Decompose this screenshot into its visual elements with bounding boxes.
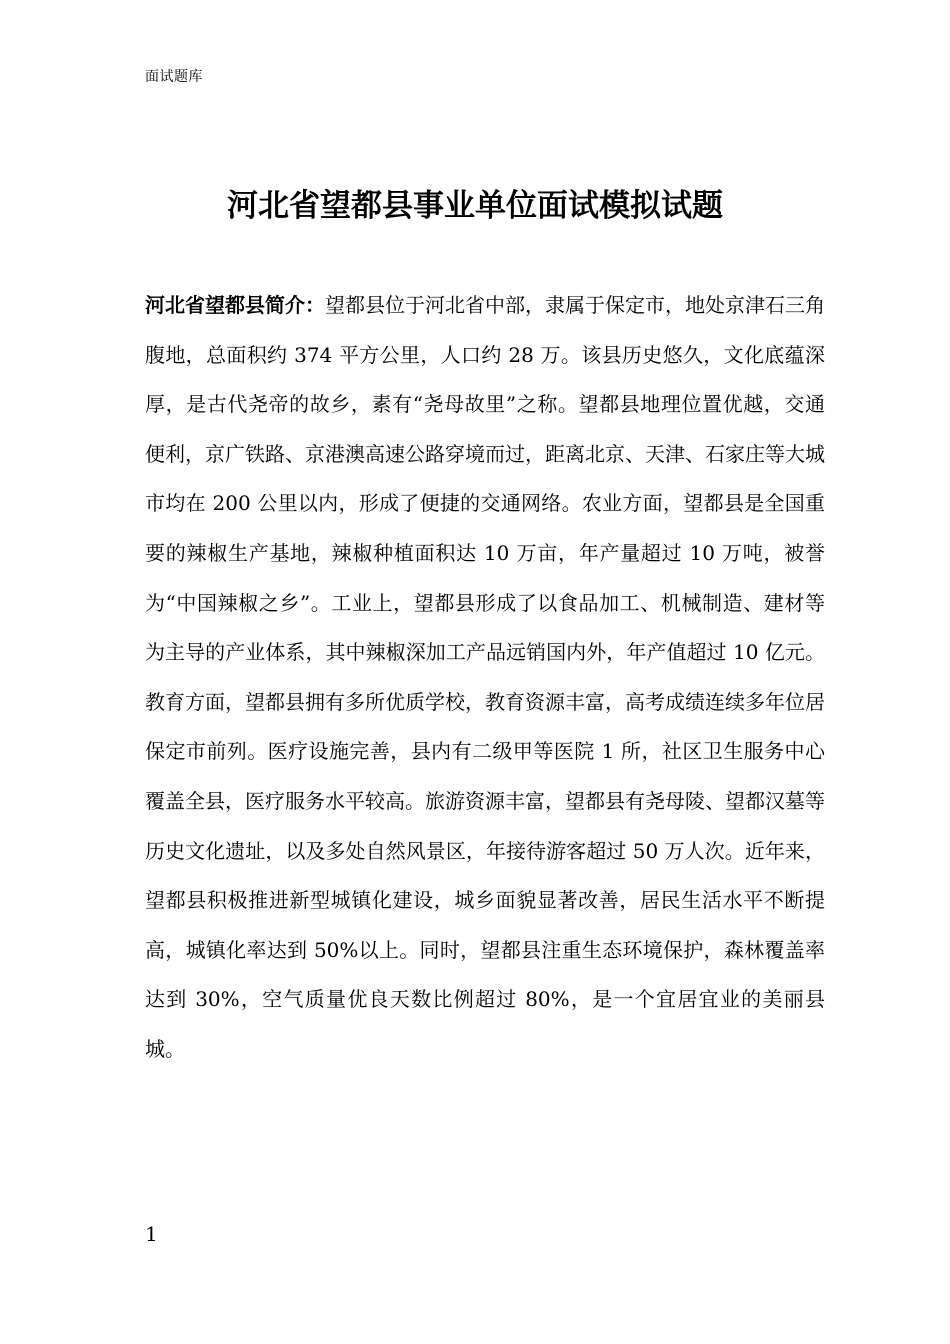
intro-text: 望都县位于河北省中部，隶属于保定市，地处京津石三角腹地，总面积约 374 平方公里，人口约 28 万。该县历史悠久，文化底蕴深厚，是古代尧帝的故乡，素有“尧母故里”之称。望都县地理位置优越，交通便利，京广铁路、京港澳高速公路穿境而过，距离北京、天津、石家庄等大城市均在 200 公里以内，形成了便捷的交通网络。农业方面，望都县是全国重要的辣椒生产基地，辣椒种植面积达 10 万亩，年产量超过 10 万吨，被誉为“中国辣椒之乡”。工业上，望都县形成了以食品加工、机械制造、建材等为主导的产业体系，其中辣椒深加工产品远销国内外，年产值超过 10 亿元。教育方面，望都县拥有多所优质学校，教育资源丰富，高考成绩连续多年位居保定市前列。医疗设施完善，县内有二级甲等医院 1 所，社区卫生服务中心覆盖全县，医疗服务水平较高。旅游资源丰富，望都县有尧母陵、望都汉墓等历史文化遗址，以及多处自然风景区，年接待游客超过 50 万人次。近年来，望都县积极推进新型城镇化建设，城乡面貌显著改善，居民生活水平不断提高，城镇化率达到 50%以上。同时，望都县注重生态环境保护，森林覆盖率达到 30%，空气质量优良天数比例超过 80%，是一个宜居宜业的美丽县城。 xyxy=(145,293,825,1061)
document-title: 河北省望都县事业单位面试模拟试题 xyxy=(227,188,723,224)
intro-lead: 河北省望都县简介： xyxy=(145,293,325,317)
page-number: 1 xyxy=(145,1222,158,1246)
page-header: 面试题库 xyxy=(145,69,203,85)
intro-paragraph xyxy=(145,281,825,1075)
